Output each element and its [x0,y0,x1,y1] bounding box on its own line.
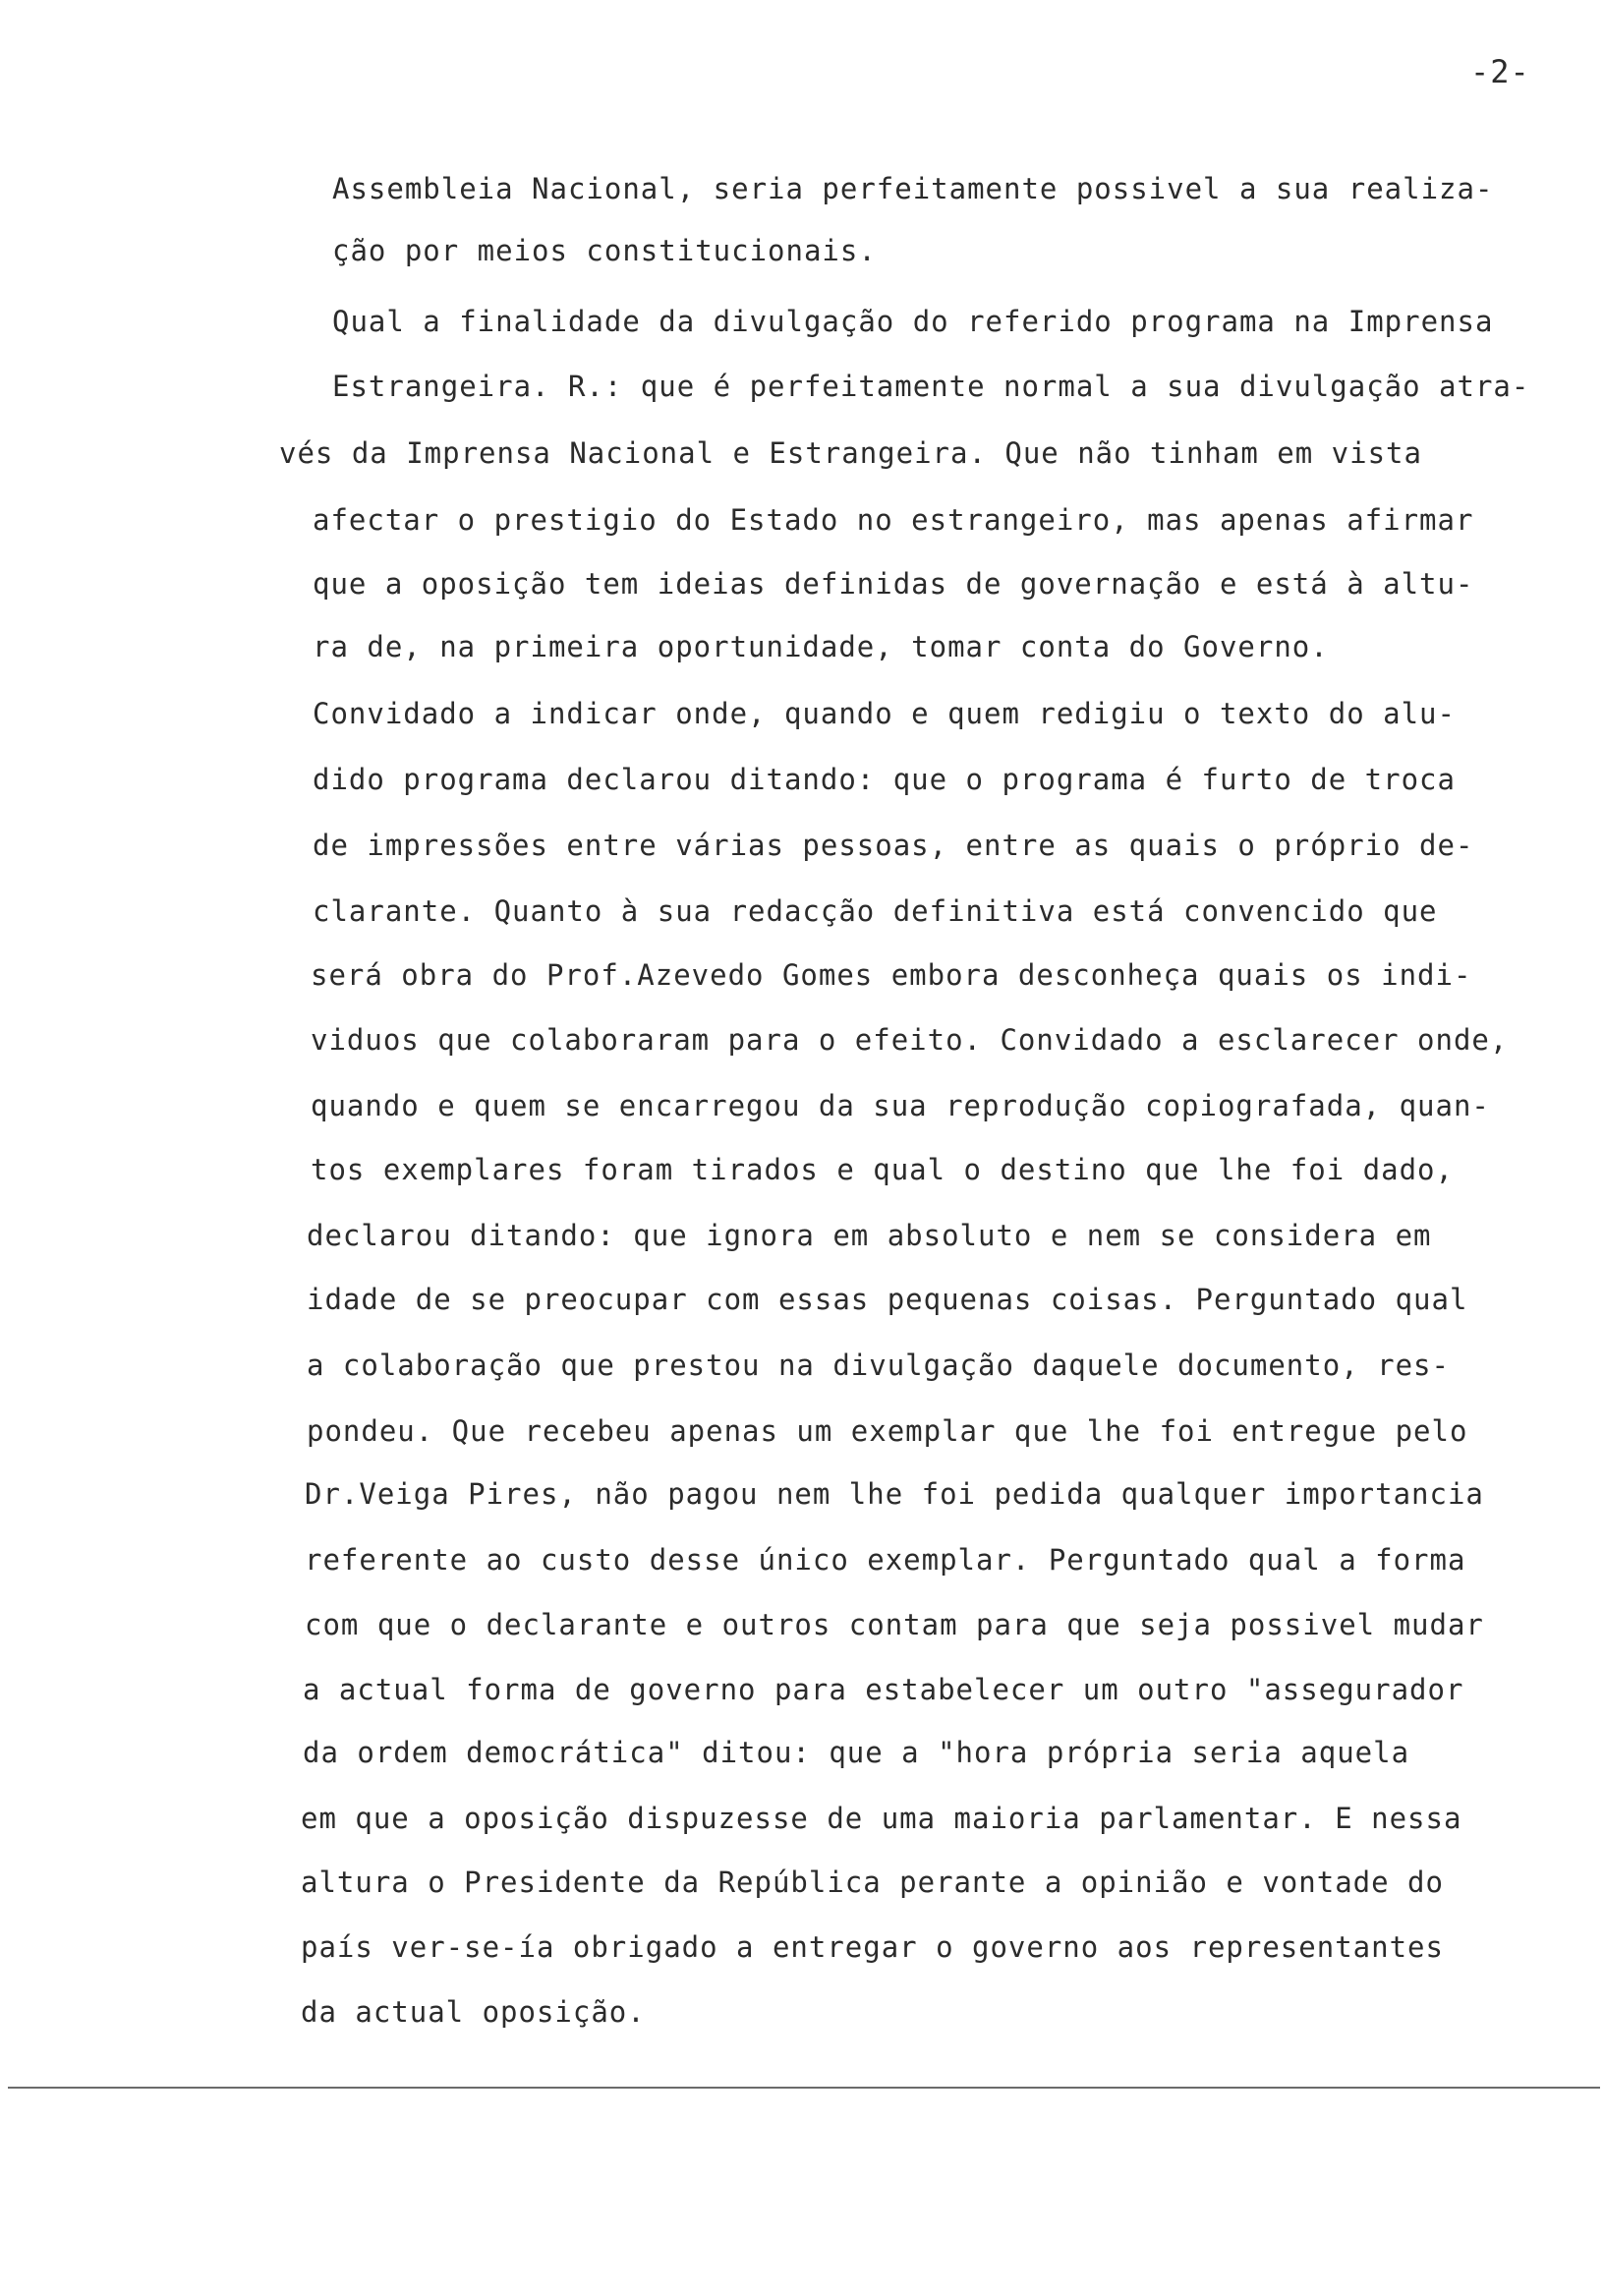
text-line: será obra do Prof.Azevedo Gomes embora desconheça quais os indi- [311,958,1472,992]
text-line: em que a oposição dispuzesse de uma maioria parlamentar. E nessa [301,1802,1462,1835]
text-line: ra de, na primeira oportunidade, tomar conta do Governo. [313,630,1329,663]
text-line: com que o declarante e outros contam para que seja possivel mudar [305,1608,1484,1641]
text-line: Estrangeira. R.: que é perfeitamente normal a sua divulgação atra- [332,370,1530,403]
text-line: altura o Presidente da República perante a opinião e vontade do [301,1866,1444,1899]
bottom-rule [8,2087,1600,2089]
text-line: vés da Imprensa Nacional e Estrangeira. Que não tinham em vista [279,436,1422,470]
text-line: dido programa declarou ditando: que o programa é furto de troca [313,763,1456,796]
text-line: viduos que colaboraram para o efeito. Convidado a esclarecer onde, [311,1023,1509,1057]
text-line: ção por meios constitucionais. [332,234,877,267]
text-line: referente ao custo desse único exemplar. Perguntado qual a forma [305,1543,1466,1577]
text-line: idade de se preocupar com essas pequenas coisas. Perguntado qual [307,1283,1468,1316]
text-line: tos exemplares foram tirados e qual o destino que lhe foi dado, [311,1153,1454,1186]
text-line: a actual forma de governo para estabelecer um outro "assegurador [303,1673,1464,1706]
text-line: da ordem democrática" ditou: que a "hora própria seria aquela [303,1736,1410,1769]
page-number: -2- [1470,53,1530,90]
text-line: da actual oposição. [301,1995,646,2029]
text-line: Qual a finalidade da divulgação do referido programa na Imprensa [332,305,1494,338]
text-line: pondeu. Que recebeu apenas um exemplar que lhe foi entregue pelo [307,1414,1468,1448]
text-line: a colaboração que prestou na divulgação daquele documento, res- [307,1349,1450,1382]
text-line: clarante. Quanto à sua redacção definitiva está convencido que [313,894,1438,928]
text-line: que a oposição tem ideias definidas de governação e está à altu- [313,567,1474,601]
text-line: país ver-se-ía obrigado a entregar o governo aos representantes [301,1930,1444,1964]
text-line: Convidado a indicar onde, quando e quem redigiu o texto do alu- [313,697,1456,730]
text-line: declarou ditando: que ignora em absoluto e nem se considera em [307,1219,1432,1252]
text-line: de impressões entre várias pessoas, entre as quais o próprio de- [313,829,1474,862]
text-line: afectar o prestigio do Estado no estrangeiro, mas apenas afirmar [313,503,1474,537]
text-line: Dr.Veiga Pires, não pagou nem lhe foi pedida qualquer importancia [305,1477,1484,1511]
text-line: quando e quem se encarregou da sua reprodução copiografada, quan- [311,1089,1490,1122]
text-line: Assembleia Nacional, seria perfeitamente possivel a sua realiza- [332,172,1494,205]
